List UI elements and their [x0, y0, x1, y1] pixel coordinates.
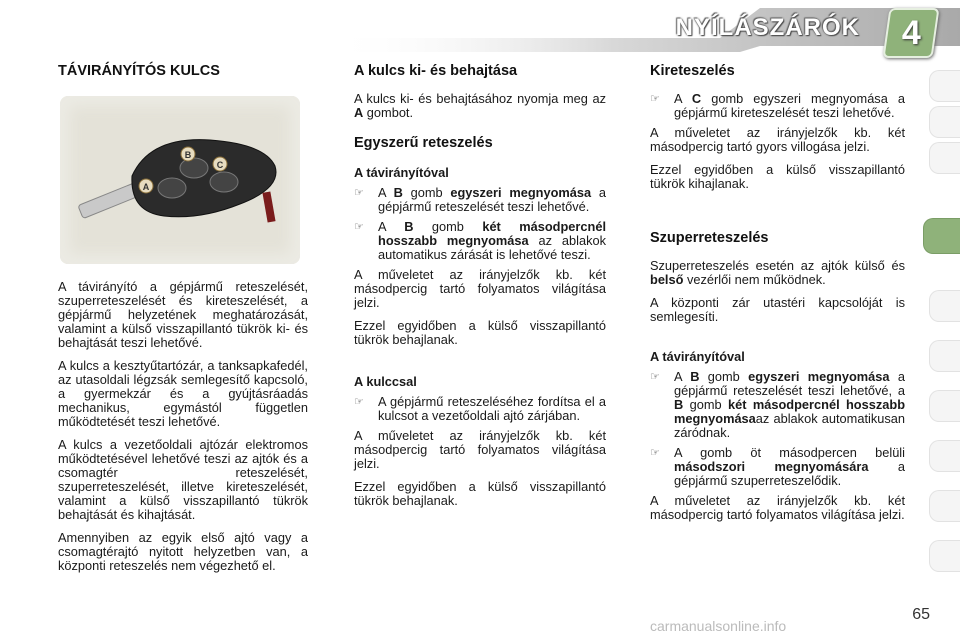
section-title-simple-locking: Egyszerű reteszelés	[354, 135, 493, 151]
section-title-unlocking: Kireteszelés	[650, 63, 735, 79]
pointing-hand-icon: ☞	[354, 221, 364, 233]
section-title-deadlocking: Szuperreteszelés	[650, 230, 769, 246]
subheading-key: A kulccsal	[354, 374, 417, 389]
paragraph: A távirányító a gépjármű reteszelését, szuperreteszelését és kireteszelését, a gépjármű helyzetének meghatározását, valamint a külső visszapillantó tükrök ki- és behajtását teszi lehetővé.	[58, 279, 308, 350]
chapter-tab[interactable]	[929, 106, 960, 138]
paragraph: Szuperreteszelés esetén az ajtók külső és belső vezérlői nem működnek.	[650, 258, 905, 287]
paragraph: Ezzel egyidőben a külső visszapillantó tükrök behajlanak.	[354, 479, 606, 508]
key-label-a: A	[142, 182, 150, 192]
chapter-number: 4	[901, 13, 921, 52]
chapter-tab[interactable]	[929, 340, 960, 372]
paragraph: A műveletet az irányjelzők kb. két másodpercig tartó folyamatos világítása jelzi.	[354, 428, 606, 471]
list-item: ☞ A B gomb két másodpercnél hosszabb megnyomása az ablakok automatikus zárását is lehetővé teszi.	[354, 219, 606, 262]
column-remote-key	[58, 60, 308, 78]
chapter-tab[interactable]	[929, 142, 960, 174]
pointing-hand-icon: ☞	[354, 396, 364, 408]
key-label-b: B	[184, 150, 192, 160]
list-item: ☞ A gomb öt másodpercen belüli másodszori megnyomására a gépjármű szuperreteszelődik.	[650, 445, 905, 488]
watermark: carmanualsonline.info	[650, 618, 787, 634]
paragraph: A kulcs a vezetőoldali ajtózár elektromos működtetésével lehetővé teszi az ajtók és a csomagtér reteszelését, szuperreteszelését, illetve kireteszelését, valamint a külső visszapillantó tükrök behajtását és kihajtását.	[58, 437, 308, 522]
pointing-hand-icon: ☞	[650, 371, 660, 383]
section-title-remote-key: TÁVIRÁNYÍTÓS KULCS	[58, 63, 220, 79]
paragraph: Amennyiben az egyik első ajtó vagy a csomagtérajtó nyitott helyzetben van, a központi reteszelés nem végezhető el.	[58, 530, 308, 573]
column-key-fold-locking	[354, 60, 606, 517]
header-bar	[0, 0, 960, 58]
subheading-remote: A távirányítóval	[354, 165, 449, 180]
chapter-tab[interactable]	[929, 390, 960, 422]
paragraph: A műveletet az irányjelzők kb. két másodpercig tartó gyors villogása jelzi.	[650, 125, 905, 154]
chapter-tab[interactable]	[929, 290, 960, 322]
page-number: 65	[912, 606, 930, 623]
column-remote-key-text	[58, 280, 308, 582]
list-item: ☞ A gépjármű reteszeléséhez fordítsa el a kulcsot a vezetőoldali ajtó zárjában.	[354, 394, 606, 423]
section-title-key-fold: A kulcs ki- és behajtása	[354, 63, 518, 79]
remote-key-illustration	[60, 96, 300, 264]
chapter-tab[interactable]	[929, 70, 960, 102]
list-item: ☞ A B gomb egyszeri megnyomása a gépjármű reteszelését teszi lehetővé, a B gomb két másodpercnél hosszabb megnyomásaaz ablakok automatikusan záródnak.	[650, 369, 906, 440]
subheading-remote: A távirányítóval	[650, 349, 745, 364]
key-label-c: C	[216, 160, 224, 170]
paragraph: A központi zár utastéri kapcsolóját is semlegesíti.	[650, 295, 905, 324]
list-item: ☞ A B gomb egyszeri megnyomása a gépjármű reteszelését teszi lehetővé.	[354, 185, 606, 214]
paragraph: Ezzel egyidőben a külső visszapillantó tükrök kihajlanak.	[650, 162, 905, 191]
chapter-tab[interactable]	[929, 490, 960, 522]
paragraph: A kulcs a kesztyűtartózár, a tanksapkafedél, az utasoldali légzsák semlegesítő kapcsoló, a gyermekzár és a gyújtásráadás mechanikus, egymástól független működtetését teszi lehetővé.	[58, 358, 308, 429]
pointing-hand-icon: ☞	[354, 187, 364, 199]
column-unlocking	[650, 60, 905, 531]
pointing-hand-icon: ☞	[650, 447, 660, 459]
list-item: ☞ A C gomb egyszeri megnyomása a gépjármű kireteszelését teszi lehetővé.	[650, 91, 906, 120]
chapter-tab[interactable]	[929, 540, 960, 572]
paragraph: A műveletet az irányjelzők kb. két másodpercig tartó folyamatos világítása jelzi.	[650, 493, 905, 522]
paragraph: A műveletet az irányjelzők kb. két másodpercig tartó folyamatos világítása jelzi.	[354, 267, 606, 310]
paragraph: A kulcs ki- és behajtásához nyomja meg az A gombot.	[354, 91, 606, 120]
chapter-tab[interactable]	[929, 440, 960, 472]
chapter-number-badge	[882, 8, 939, 58]
chapter-title: NYÍLÁSZÁRÓK	[675, 14, 860, 41]
paragraph: Ezzel egyidőben a külső visszapillantó tükrök behajlanak.	[354, 318, 606, 347]
chapter-tabs	[930, 70, 960, 630]
chapter-tab-active[interactable]	[923, 218, 960, 254]
pointing-hand-icon: ☞	[650, 93, 660, 105]
key-photo	[60, 96, 300, 264]
